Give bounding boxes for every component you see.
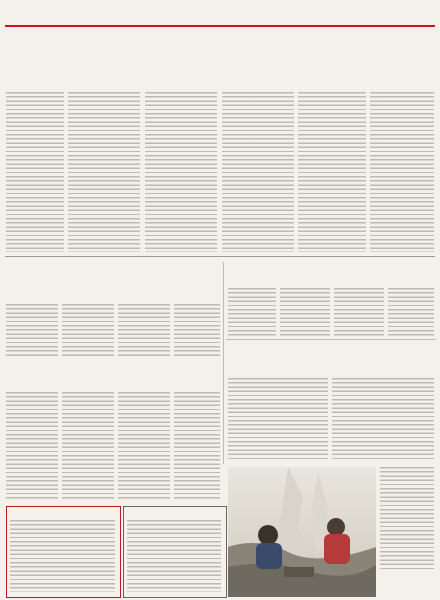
- news-photo: [228, 467, 376, 597]
- masthead-rule: [5, 25, 435, 27]
- section-divider: [5, 256, 435, 257]
